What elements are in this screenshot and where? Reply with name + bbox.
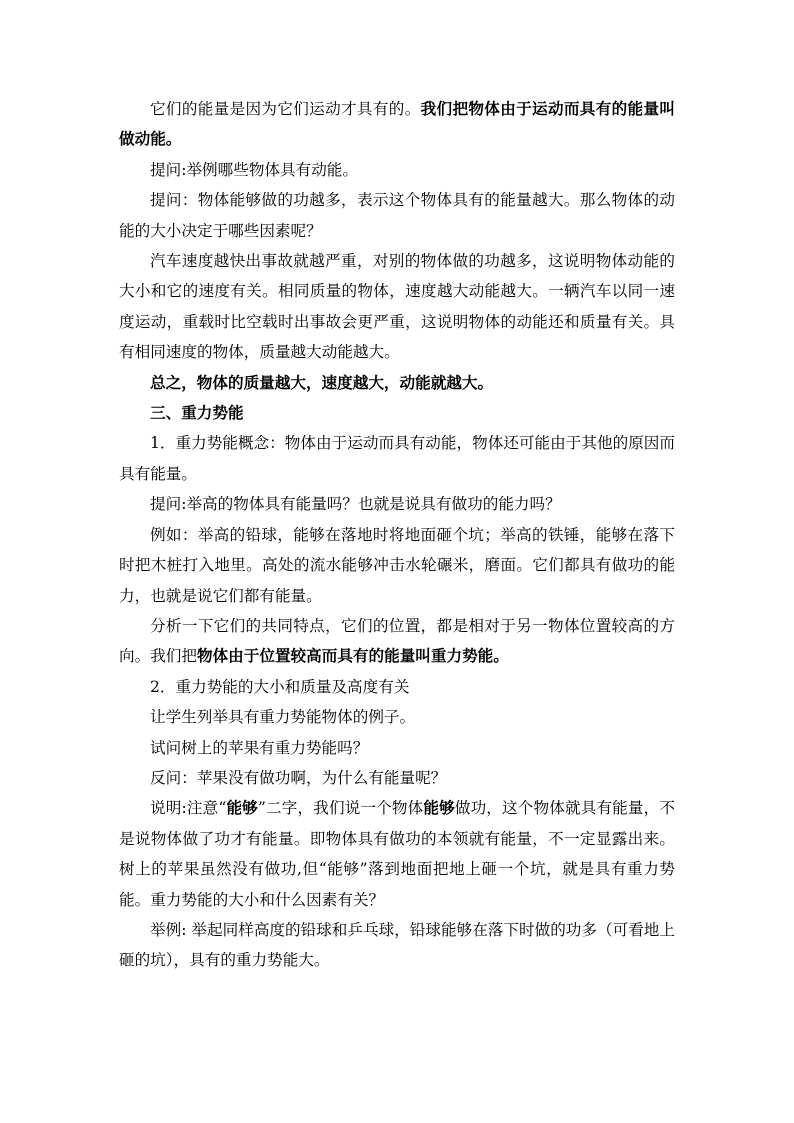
paragraph-p4 xyxy=(119,246,675,368)
text-run: 试问树上的苹果有重力势能吗？ xyxy=(150,738,369,757)
paragraph-p11 xyxy=(119,672,675,702)
text-run: 我们把物体由于运动而具有的能量叫做动能。 xyxy=(119,99,675,149)
paragraph-p7 xyxy=(119,428,675,489)
text-run: 能够 xyxy=(226,798,258,818)
text-run: 三、重力势能 xyxy=(150,403,244,423)
paragraph-p12 xyxy=(119,702,675,732)
text-run: 做功，这个物体就具有能量，不是说物体做了功才有能量。即物体具有做功的本领就有能量，不一定显露出来。树上的苹果虽然没有做功,但“能够”落到地面把地上砸一个坑，就是具有重力势能。重力势能的大小和什么因素有关？ xyxy=(119,799,675,909)
paragraph-p9 xyxy=(119,520,675,611)
text-run: 提问:举例哪些物体具有动能。 xyxy=(150,160,358,179)
text-run: 说明:注意“ xyxy=(150,799,227,818)
text-run: 例如：举高的铅球，能够在落地时将地面砸个坑；举高的铁锤，能够在落下时把木桩打入地里。高处的流水能够冲击水轮碾米，磨面。它们都具有做功的能力，也就是说它们都有能量。 xyxy=(119,525,675,605)
paragraph-p5 xyxy=(119,368,675,398)
paragraph-p2 xyxy=(119,155,675,185)
text-run: 举例: 举起同样高度的铅球和乒乓球，铅球能够在落下时做的功多（可看地上砸的坑），具有的重力势能大。 xyxy=(119,920,675,970)
paragraph-p14 xyxy=(119,763,675,793)
text-run: 分析一下它们的共同特点，它们的位置，都是相对于另一物体位置较高的方向。我们把 xyxy=(119,616,675,666)
text-run: 提问：物体能够做的功越多，表示这个物体具有的能量越大。那么物体的动能的大小决定于哪些因素呢？ xyxy=(119,191,675,240)
text-run: 能够 xyxy=(423,798,455,818)
document-page xyxy=(119,94,675,976)
paragraph-p16 xyxy=(119,915,675,976)
paragraph-p3 xyxy=(119,185,675,246)
text-run: 总之，物体的质量越大，速度越大，动能就越大。 xyxy=(150,372,494,392)
text-run: ”二字，我们说一个物体 xyxy=(257,799,424,818)
text-run: 物体由于位置较高而具有的能量叫重力势能。 xyxy=(196,646,509,666)
paragraph-p1 xyxy=(119,94,675,155)
paragraph-p15 xyxy=(119,793,675,915)
text-run: 1．重力势能概念：物体由于运动而具有动能，物体还可能由于其他的原因而具有能量。 xyxy=(119,434,675,483)
paragraph-p6 xyxy=(119,398,675,428)
text-run: 它们的能量是因为它们运动才具有的。 xyxy=(150,100,421,118)
paragraph-p10 xyxy=(119,611,675,672)
text-run: 2．重力势能的大小和质量及高度有关 xyxy=(150,677,410,696)
paragraph-p8 xyxy=(119,489,675,519)
text-run: 汽车速度越快出事故就越严重，对别的物体做的功越多，这说明物体动能的大小和它的速度有关。相同质量的物体，速度越大动能越大。一辆汽车以同一速度运动，重载时比空载时出事故会更严重，这说明物体的动能还和质量有关。具有相同速度的物体，质量越大动能越大。 xyxy=(119,252,675,362)
text-run: 让学生列举具有重力势能物体的例子。 xyxy=(150,708,416,727)
text-run: 提问:举高的物体具有能量吗？也就是说具有做功的能力吗？ xyxy=(150,495,561,514)
paragraph-p13 xyxy=(119,733,675,763)
text-run: 反问：苹果没有做功啊，为什么有能量呢？ xyxy=(150,768,447,787)
